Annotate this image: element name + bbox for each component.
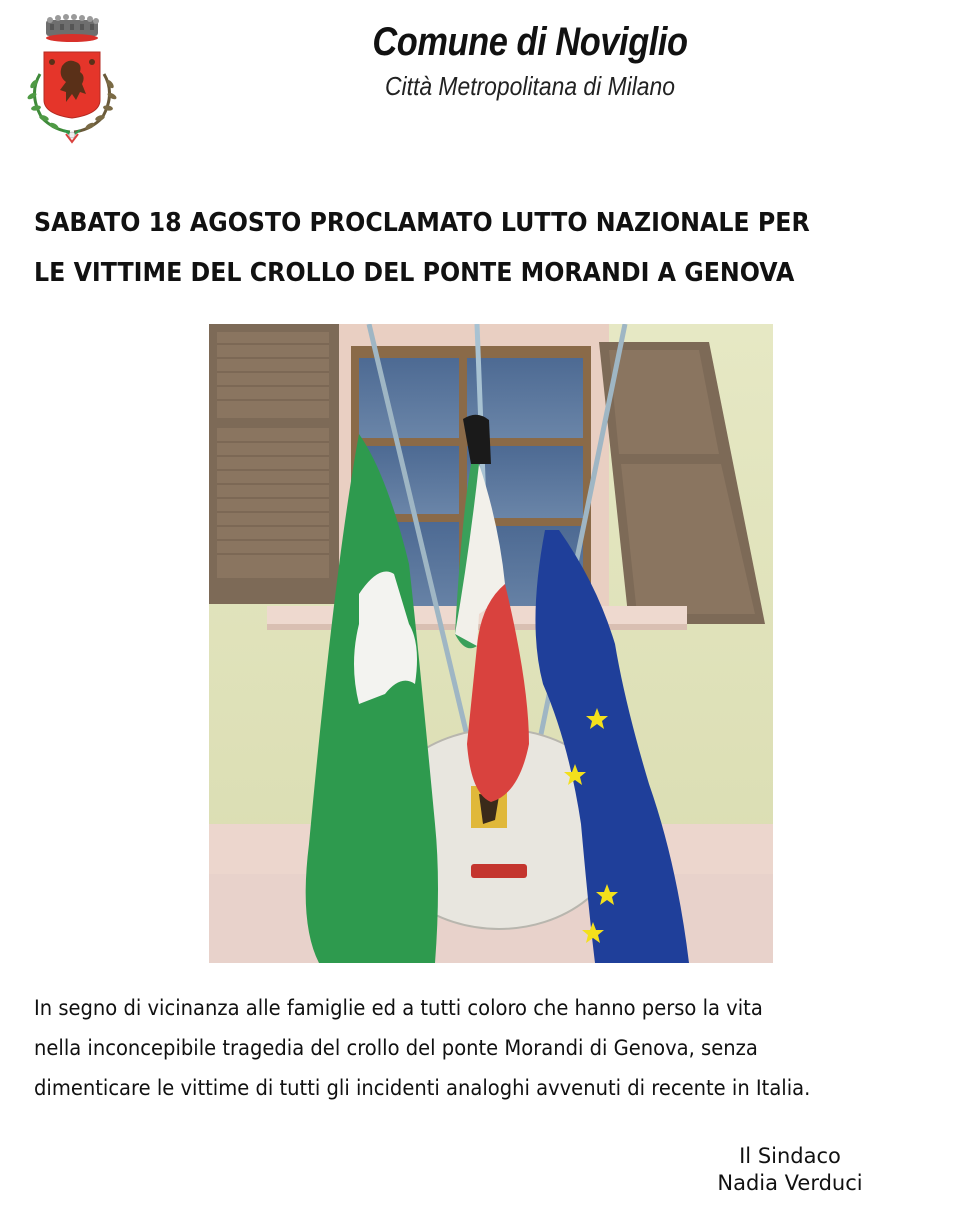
flags-photo <box>209 324 773 963</box>
body-line: dimenticare le vittime di tutti gli incidenti analoghi avvenuti di recente in Italia. <box>34 1076 811 1100</box>
body-paragraph <box>34 988 884 1108</box>
headline <box>34 198 871 298</box>
body-line: nella inconcepibile tragedia del crollo del ponte Morandi di Genova, senza <box>34 1036 758 1060</box>
page-title: Comune di Noviglio <box>372 20 688 64</box>
body-line: In segno di vicinanza alle famiglie ed a tutti coloro che hanno perso la vita <box>34 996 763 1020</box>
headline-line: LE VITTIME DEL CROLLO DEL PONTE MORANDI A GENOVA <box>34 258 795 288</box>
page-subtitle: Città Metropolitana di Milano <box>385 71 675 101</box>
signature-name: Nadia Verduci <box>717 1171 863 1195</box>
headline-line: SABATO 18 AGOSTO PROCLAMATO LUTTO NAZIONALE PER <box>34 208 810 238</box>
signature-block <box>700 1143 880 1197</box>
crest-icon <box>22 14 122 148</box>
signature-role: Il Sindaco <box>739 1144 841 1168</box>
